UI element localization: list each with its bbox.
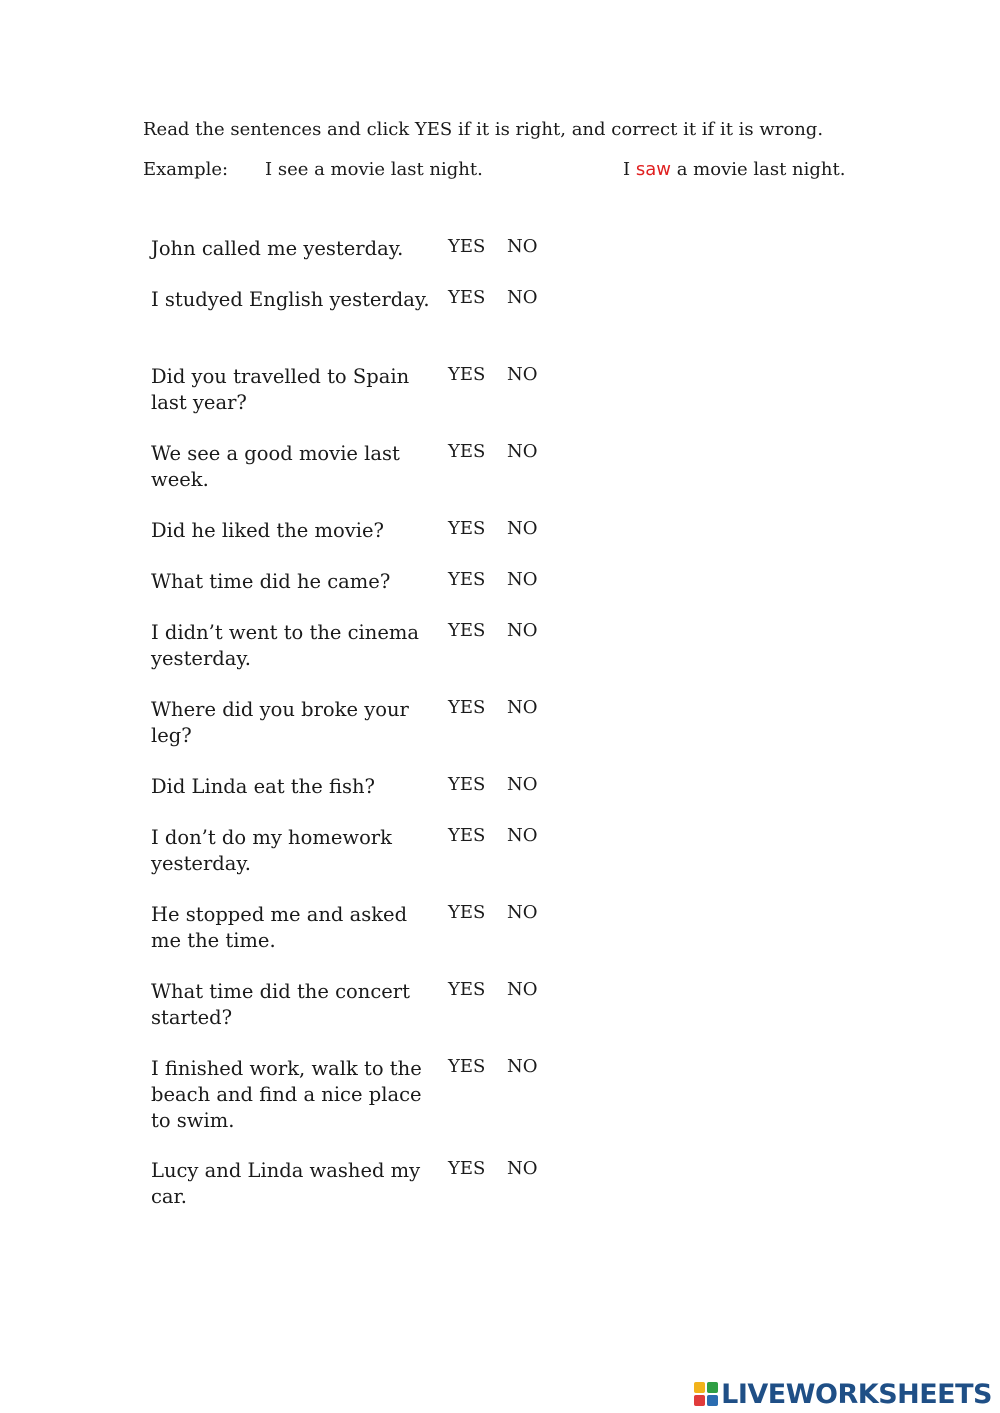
no-option[interactable]: NO: [507, 1158, 538, 1179]
yes-option[interactable]: YES: [448, 825, 486, 846]
logo-tile: [694, 1382, 705, 1393]
yes-option[interactable]: YES: [448, 697, 486, 718]
yes-option[interactable]: YES: [448, 287, 486, 308]
yes-option[interactable]: YES: [448, 1056, 486, 1077]
yes-option[interactable]: YES: [448, 1158, 486, 1179]
instructions: Read the sentences and click YES if it is right, and correct it if it is wrong.: [143, 119, 824, 140]
yes-option[interactable]: YES: [448, 620, 486, 641]
yes-option[interactable]: YES: [448, 902, 486, 923]
example-correct-before: I: [623, 159, 636, 180]
no-option[interactable]: NO: [507, 364, 538, 385]
no-option[interactable]: NO: [507, 569, 538, 590]
yes-option[interactable]: YES: [448, 774, 486, 795]
no-option[interactable]: NO: [507, 236, 538, 257]
yes-option[interactable]: YES: [448, 236, 486, 257]
example-label: Example:: [143, 159, 229, 180]
no-option[interactable]: NO: [507, 620, 538, 641]
example-wrong-sentence: I see a movie last night.: [265, 159, 483, 180]
yes-option[interactable]: YES: [448, 364, 486, 385]
question-sentence: We see a good movie last week.: [151, 442, 400, 491]
no-option[interactable]: NO: [507, 287, 538, 308]
no-option[interactable]: NO: [507, 979, 538, 1000]
example-correct-after: a movie last night.: [670, 159, 846, 180]
liveworksheets-logo: [694, 1378, 992, 1410]
yes-option[interactable]: YES: [448, 569, 486, 590]
question-sentence: Did he liked the movie?: [151, 519, 384, 542]
no-option[interactable]: NO: [507, 1056, 538, 1077]
example-correct-sentence: [623, 159, 845, 180]
no-option[interactable]: NO: [507, 902, 538, 923]
question-sentence: I didn’t went to the cinema yesterday.: [151, 621, 420, 670]
question-sentence: I finished work, walk to the beach and find a nice place to swim.: [151, 1057, 422, 1132]
example-correct-word: saw: [635, 159, 671, 180]
question-sentence: What time did he came?: [151, 570, 391, 593]
no-option[interactable]: NO: [507, 441, 538, 462]
question-sentence: What time did the concert started?: [151, 980, 410, 1029]
question-sentence: Lucy and Linda washed my car.: [151, 1159, 421, 1208]
question-sentence: He stopped me and asked me the time.: [151, 903, 408, 952]
liveworksheets-logo-text: LIVEWORKSHEETS: [721, 1378, 992, 1410]
logo-tile: [707, 1395, 718, 1406]
question-sentence: I don’t do my homework yesterday.: [151, 826, 392, 875]
yes-option[interactable]: YES: [448, 979, 486, 1000]
question-sentence: Where did you broke your leg?: [151, 698, 409, 747]
question-sentence: John called me yesterday.: [151, 237, 404, 260]
logo-tile: [707, 1382, 718, 1393]
question-sentence: I studyed English yesterday.: [151, 288, 430, 311]
no-option[interactable]: NO: [507, 697, 538, 718]
liveworksheets-logo-icon: [694, 1382, 718, 1406]
no-option[interactable]: NO: [507, 518, 538, 539]
yes-option[interactable]: YES: [448, 441, 486, 462]
no-option[interactable]: NO: [507, 774, 538, 795]
logo-tile: [694, 1395, 705, 1406]
question-sentence: Did you travelled to Spain last year?: [151, 365, 410, 414]
yes-option[interactable]: YES: [448, 518, 486, 539]
no-option[interactable]: NO: [507, 825, 538, 846]
question-sentence: Did Linda eat the fish?: [151, 775, 375, 798]
